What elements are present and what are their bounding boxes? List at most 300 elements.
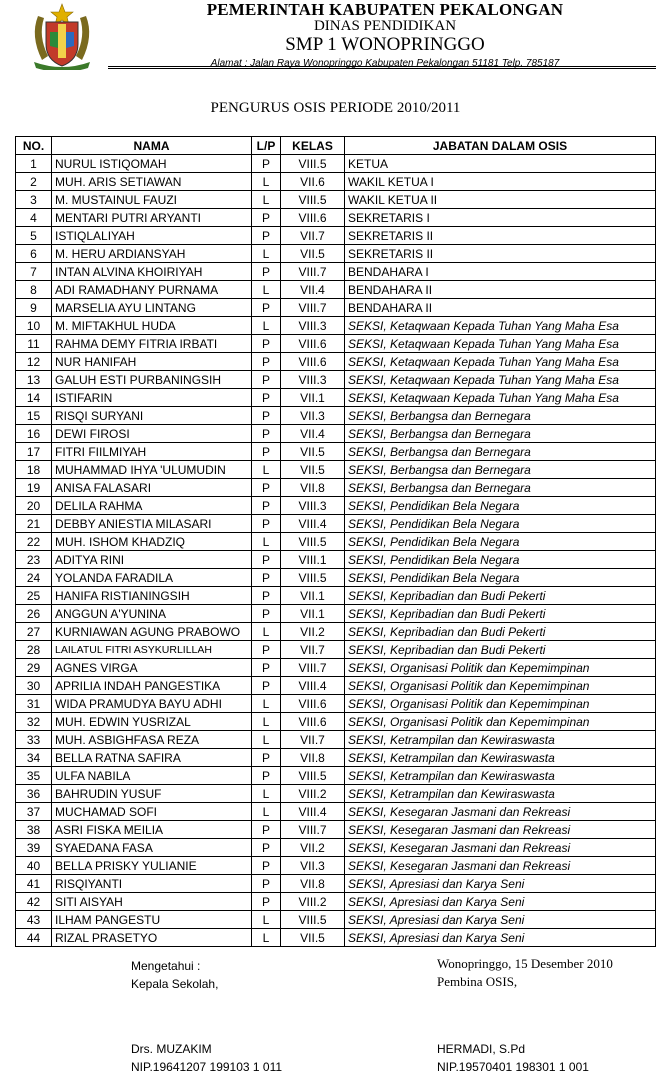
cell-no: 17: [16, 443, 52, 461]
cell-no: 3: [16, 191, 52, 209]
cell-position: [345, 425, 656, 443]
cell-name: RISQIYANTI: [52, 875, 252, 893]
position-section: Kesegaran Jasmani dan Rekreasi: [390, 840, 571, 855]
cell-class: VII.6: [281, 173, 345, 191]
table-row: [16, 767, 656, 785]
position-prefix: SEKSI,: [348, 732, 391, 747]
table-row: [16, 281, 656, 299]
cell-name: INTAN ALVINA KHOIRIYAH: [52, 263, 252, 281]
advisor-nip: NIP.19570401 198301 1 001: [437, 1060, 589, 1074]
cell-sex: L: [252, 533, 281, 551]
cell-class: VII.8: [281, 875, 345, 893]
position-prefix: SEKSI,: [348, 678, 391, 693]
cell-name: SYAEDANA FASA: [52, 839, 252, 857]
cell-no: 40: [16, 857, 52, 875]
position-section: Kesegaran Jasmani dan Rekreasi: [390, 804, 571, 819]
cell-no: 15: [16, 407, 52, 425]
table-row: [16, 749, 656, 767]
cell-name: ASRI FISKA MEILIA: [52, 821, 252, 839]
cell-class: VIII.4: [281, 515, 345, 533]
column-header-position: JABATAN DALAM OSIS: [345, 137, 656, 155]
cell-sex: L: [252, 803, 281, 821]
cell-no: 24: [16, 569, 52, 587]
cell-class: VIII.2: [281, 893, 345, 911]
position-prefix: SEKSI,: [348, 696, 391, 711]
cell-position: [345, 659, 656, 677]
cell-class: VIII.5: [281, 569, 345, 587]
cell-class: VIII.7: [281, 299, 345, 317]
cell-position: [345, 317, 656, 335]
cell-no: 21: [16, 515, 52, 533]
position-section: Ketrampilan dan Kewiraswasta: [390, 786, 555, 801]
cell-class: VIII.7: [281, 659, 345, 677]
cell-sex: P: [252, 227, 281, 245]
cell-name: KURNIAWAN AGUNG PRABOWO: [52, 623, 252, 641]
table-row: [16, 551, 656, 569]
cell-name: MENTARI PUTRI ARYANTI: [52, 209, 252, 227]
cell-no: 26: [16, 605, 52, 623]
position-prefix: SEKSI,: [348, 642, 391, 657]
headmaster-name-block: [131, 1040, 282, 1076]
cell-no: 25: [16, 587, 52, 605]
cell-position: [345, 767, 656, 785]
position-section: Organisasi Politik dan Kepemimpinan: [390, 696, 590, 711]
table-row: [16, 911, 656, 929]
cell-sex: P: [252, 299, 281, 317]
cell-no: 37: [16, 803, 52, 821]
cell-class: VII.7: [281, 731, 345, 749]
cell-sex: P: [252, 353, 281, 371]
cell-name: DELILA RAHMA: [52, 497, 252, 515]
cell-position: SEKRETARIS I: [345, 209, 656, 227]
cell-position: KETUA: [345, 155, 656, 173]
cell-no: 29: [16, 659, 52, 677]
cell-name: FITRI FIILMIYAH: [52, 443, 252, 461]
table-row: [16, 425, 656, 443]
cell-name: RAHMA DEMY FITRIA IRBATI: [52, 335, 252, 353]
cell-position: [345, 911, 656, 929]
cell-sex: P: [252, 155, 281, 173]
cell-name: ISTIQLALIYAH: [52, 227, 252, 245]
position-section: Kepribadian dan Budi Pekerti: [390, 588, 546, 603]
cell-position: [345, 605, 656, 623]
cell-no: 4: [16, 209, 52, 227]
table-row: [16, 659, 656, 677]
position-section: Ketrampilan dan Kewiraswasta: [390, 768, 555, 783]
cell-sex: P: [252, 875, 281, 893]
cell-class: VIII.6: [281, 209, 345, 227]
cell-position: [345, 731, 656, 749]
table-row: [16, 227, 656, 245]
cell-sex: P: [252, 263, 281, 281]
position-section: Apresiasi dan Karya Seni: [389, 876, 525, 891]
osis-roster-table: [15, 136, 656, 947]
position-section: Pendidikan Bela Negara: [390, 516, 520, 531]
cell-name: BELLA PRISKY YULIANIE: [52, 857, 252, 875]
table-row: [16, 497, 656, 515]
cell-no: 18: [16, 461, 52, 479]
position-prefix: SEKSI,: [348, 318, 391, 333]
cell-sex: P: [252, 209, 281, 227]
acknowledged-label: Mengetahui :: [131, 959, 201, 973]
cell-sex: L: [252, 695, 281, 713]
cell-no: 34: [16, 749, 52, 767]
cell-no: 19: [16, 479, 52, 497]
cell-name: DEBBY ANIESTIA MILASARI: [52, 515, 252, 533]
table-row: [16, 245, 656, 263]
cell-class: VIII.6: [281, 695, 345, 713]
cell-name: ANGGUN A'YUNINA: [52, 605, 252, 623]
cell-no: 9: [16, 299, 52, 317]
table-row: [16, 857, 656, 875]
cell-position: [345, 587, 656, 605]
cell-sex: P: [252, 677, 281, 695]
cell-name: APRILIA INDAH PANGESTIKA: [52, 677, 252, 695]
advisor-name-block: [437, 1040, 589, 1076]
letterhead-rule: [108, 66, 656, 67]
position-section: Berbangsa dan Bernegara: [390, 480, 531, 495]
cell-position: [345, 353, 656, 371]
cell-position: SEKRETARIS II: [345, 227, 656, 245]
cell-no: 43: [16, 911, 52, 929]
column-header-no: NO.: [16, 137, 52, 155]
cell-class: VII.2: [281, 839, 345, 857]
position-section: Pendidikan Bela Negara: [390, 552, 520, 567]
cell-class: VIII.1: [281, 551, 345, 569]
cell-sex: P: [252, 371, 281, 389]
cell-position: [345, 407, 656, 425]
table-row: [16, 317, 656, 335]
position-section: Berbangsa dan Bernegara: [390, 444, 531, 459]
position-section: Kepribadian dan Budi Pekerti: [390, 606, 546, 621]
cell-position: BENDAHARA II: [345, 299, 656, 317]
position-prefix: SEKSI,: [348, 588, 391, 603]
cell-sex: L: [252, 317, 281, 335]
cell-no: 2: [16, 173, 52, 191]
cell-position: SEKRETARIS II: [345, 245, 656, 263]
position-prefix: SEKSI,: [348, 768, 391, 783]
position-section: Ketaqwaan Kepada Tuhan Yang Maha Esa: [390, 372, 619, 387]
position-section: Berbangsa dan Bernegara: [390, 408, 531, 423]
table-row: [16, 407, 656, 425]
position-prefix: SEKSI,: [348, 660, 391, 675]
cell-position: [345, 677, 656, 695]
cell-sex: P: [252, 605, 281, 623]
cell-sex: P: [252, 479, 281, 497]
column-header-name: NAMA: [52, 137, 252, 155]
cell-position: [345, 623, 656, 641]
position-section: Apresiasi dan Karya Seni: [389, 894, 525, 909]
position-prefix: SEKSI,: [348, 498, 391, 513]
cell-position: [345, 821, 656, 839]
letterhead: [0, 0, 671, 72]
position-prefix: SEKSI,: [348, 840, 391, 855]
cell-sex: P: [252, 641, 281, 659]
cell-no: 20: [16, 497, 52, 515]
position-prefix: SEKSI,: [348, 912, 390, 927]
advisor-signature-block: [437, 955, 613, 991]
table-row: [16, 299, 656, 317]
cell-class: VII.5: [281, 461, 345, 479]
cell-class: VIII.5: [281, 767, 345, 785]
cell-class: VIII.5: [281, 911, 345, 929]
table-row: [16, 389, 656, 407]
cell-sex: L: [252, 785, 281, 803]
cell-class: VIII.7: [281, 263, 345, 281]
cell-class: VIII.3: [281, 497, 345, 515]
cell-no: 8: [16, 281, 52, 299]
cell-name: YOLANDA FARADILA: [52, 569, 252, 587]
cell-sex: P: [252, 749, 281, 767]
cell-class: VII.5: [281, 929, 345, 947]
table-row: [16, 173, 656, 191]
cell-sex: L: [252, 731, 281, 749]
position-prefix: SEKSI,: [348, 822, 391, 837]
cell-no: 42: [16, 893, 52, 911]
cell-position: WAKIL KETUA II: [345, 191, 656, 209]
table-row: [16, 371, 656, 389]
table-row: [16, 155, 656, 173]
cell-position: BENDAHARA II: [345, 281, 656, 299]
cell-position: [345, 695, 656, 713]
cell-position: [345, 749, 656, 767]
position-prefix: SEKSI,: [348, 786, 391, 801]
cell-sex: L: [252, 281, 281, 299]
cell-position: [345, 335, 656, 353]
position-section: Ketrampilan dan Kewiraswasta: [390, 750, 555, 765]
cell-no: 16: [16, 425, 52, 443]
cell-sex: P: [252, 515, 281, 533]
table-row: [16, 713, 656, 731]
position-section: Ketaqwaan Kepada Tuhan Yang Maha Esa: [390, 354, 619, 369]
cell-position: [345, 857, 656, 875]
cell-no: 12: [16, 353, 52, 371]
table-row: [16, 875, 656, 893]
cell-no: 27: [16, 623, 52, 641]
cell-no: 31: [16, 695, 52, 713]
cell-no: 33: [16, 731, 52, 749]
cell-position: [345, 515, 656, 533]
cell-no: 6: [16, 245, 52, 263]
table-row: [16, 785, 656, 803]
cell-name: LAILATUL FITRI ASYKURLILLAH: [52, 641, 252, 659]
cell-class: VIII.5: [281, 533, 345, 551]
position-section: Pendidikan Bela Negara: [390, 498, 520, 513]
headmaster-signature-block: [131, 957, 218, 993]
cell-name: WIDA PRAMUDYA BAYU ADHI: [52, 695, 252, 713]
cell-no: 23: [16, 551, 52, 569]
cell-position: [345, 497, 656, 515]
cell-no: 38: [16, 821, 52, 839]
cell-class: VII.4: [281, 425, 345, 443]
position-section: Organisasi Politik dan Kepemimpinan: [390, 714, 590, 729]
cell-sex: P: [252, 497, 281, 515]
cell-no: 35: [16, 767, 52, 785]
cell-name: ANISA FALASARI: [52, 479, 252, 497]
cell-position: [345, 713, 656, 731]
cell-class: VII.1: [281, 605, 345, 623]
cell-name: MUH. ASBIGHFASA REZA: [52, 731, 252, 749]
cell-sex: P: [252, 551, 281, 569]
position-section: Kesegaran Jasmani dan Rekreasi: [390, 822, 571, 837]
column-header-class: KELAS: [281, 137, 345, 155]
position-section: Organisasi Politik dan Kepemimpinan: [390, 678, 590, 693]
position-prefix: SEKSI,: [348, 804, 391, 819]
table-row: [16, 191, 656, 209]
cell-name: AGNES VIRGA: [52, 659, 252, 677]
cell-name: M. MUSTAINUL FAUZI: [52, 191, 252, 209]
position-section: Pendidikan Bela Negara: [390, 570, 520, 585]
cell-class: VIII.4: [281, 677, 345, 695]
cell-name: BELLA RATNA SAFIRA: [52, 749, 252, 767]
cell-no: 7: [16, 263, 52, 281]
position-prefix: SEKSI,: [348, 750, 391, 765]
position-prefix: SEKSI,: [348, 534, 391, 549]
cell-class: VIII.7: [281, 821, 345, 839]
table-row: [16, 533, 656, 551]
cell-class: VII.5: [281, 245, 345, 263]
position-section: Ketaqwaan Kepada Tuhan Yang Maha Esa: [390, 336, 619, 351]
cell-name: MUHAMMAD IHYA 'ULUMUDIN: [52, 461, 252, 479]
cell-name: BAHRUDIN YUSUF: [52, 785, 252, 803]
cell-no: 41: [16, 875, 52, 893]
document-title: PENGURUS OSIS PERIODE 2010/2011: [210, 100, 461, 116]
cell-position: [345, 533, 656, 551]
cell-position: BENDAHARA I: [345, 263, 656, 281]
table-row: [16, 695, 656, 713]
column-header-sex: L/P: [252, 137, 281, 155]
cell-no: 14: [16, 389, 52, 407]
position-section: Berbangsa dan Bernegara: [390, 462, 531, 477]
cell-no: 11: [16, 335, 52, 353]
cell-class: VIII.6: [281, 353, 345, 371]
cell-name: GALUH ESTI PURBANINGSIH: [52, 371, 252, 389]
cell-sex: L: [252, 245, 281, 263]
position-prefix: SEKSI,: [348, 408, 391, 423]
cell-no: 22: [16, 533, 52, 551]
cell-sex: P: [252, 659, 281, 677]
advisor-name: HERMADI, S.Pd: [437, 1042, 526, 1056]
cell-sex: P: [252, 335, 281, 353]
cell-sex: L: [252, 713, 281, 731]
cell-sex: P: [252, 569, 281, 587]
cell-position: [345, 785, 656, 803]
cell-sex: L: [252, 929, 281, 947]
position-prefix: SEKSI,: [348, 714, 391, 729]
position-prefix: SEKSI,: [348, 894, 390, 909]
cell-sex: P: [252, 425, 281, 443]
cell-class: VII.1: [281, 587, 345, 605]
position-section: Pendidikan Bela Negara: [390, 534, 520, 549]
cell-class: VIII.6: [281, 713, 345, 731]
cell-name: MUH. ARIS SETIAWAN: [52, 173, 252, 191]
cell-name: DEWI FIROSI: [52, 425, 252, 443]
cell-sex: P: [252, 767, 281, 785]
cell-sex: L: [252, 461, 281, 479]
position-section: Ketaqwaan Kepada Tuhan Yang Maha Esa: [390, 318, 619, 333]
cell-position: [345, 839, 656, 857]
position-prefix: SEKSI,: [348, 570, 391, 585]
cell-sex: P: [252, 839, 281, 857]
table-row: [16, 335, 656, 353]
cell-no: 13: [16, 371, 52, 389]
cell-class: VIII.3: [281, 317, 345, 335]
table-row: [16, 569, 656, 587]
cell-no: 44: [16, 929, 52, 947]
table-row: [16, 803, 656, 821]
position-section: Berbangsa dan Bernegara: [390, 426, 531, 441]
table-row: [16, 641, 656, 659]
cell-class: VII.4: [281, 281, 345, 299]
position-prefix: SEKSI,: [348, 624, 391, 639]
cell-sex: P: [252, 407, 281, 425]
cell-name: M. HERU ARDIANSYAH: [52, 245, 252, 263]
position-section: Kepribadian dan Budi Pekerti: [390, 642, 546, 657]
cell-class: VII.8: [281, 749, 345, 767]
cell-sex: P: [252, 821, 281, 839]
letterhead-rule: [108, 68, 656, 69]
table-row: [16, 605, 656, 623]
table-row: [16, 443, 656, 461]
table-row: [16, 515, 656, 533]
cell-name: SITI AISYAH: [52, 893, 252, 911]
table-row: [16, 209, 656, 227]
cell-no: 39: [16, 839, 52, 857]
cell-no: 30: [16, 677, 52, 695]
cell-name: NUR HANIFAH: [52, 353, 252, 371]
cell-name: HANIFA RISTIANINGSIH: [52, 587, 252, 605]
cell-name: MARSELIA AYU LINTANG: [52, 299, 252, 317]
cell-sex: L: [252, 173, 281, 191]
cell-name: ADITYA RINI: [52, 551, 252, 569]
school-address: Alamat : Jalan Raya Wonopringgo Kabupaten Pekalongan 51181 Telp. 785187: [210, 58, 560, 69]
government-name: PEMERINTAH KABUPATEN PEKALONGAN: [206, 0, 564, 19]
headmaster-nip: NIP.19641207 199103 1 011: [131, 1060, 283, 1074]
table-row: [16, 461, 656, 479]
cell-class: VII.3: [281, 407, 345, 425]
cell-no: 32: [16, 713, 52, 731]
table-row: [16, 479, 656, 497]
cell-position: [345, 551, 656, 569]
cell-name: NURUL ISTIQOMAH: [52, 155, 252, 173]
cell-class: VIII.4: [281, 803, 345, 821]
position-section: Kepribadian dan Budi Pekerti: [390, 624, 546, 639]
cell-no: 36: [16, 785, 52, 803]
table-row: [16, 677, 656, 695]
cell-class: VII.1: [281, 389, 345, 407]
position-prefix: SEKSI,: [348, 354, 391, 369]
position-prefix: SEKSI,: [348, 390, 391, 405]
cell-class: VIII.3: [281, 371, 345, 389]
position-prefix: SEKSI,: [348, 426, 391, 441]
position-prefix: SEKSI,: [348, 480, 391, 495]
cell-no: 28: [16, 641, 52, 659]
position-prefix: SEKSI,: [348, 606, 391, 621]
cell-class: VIII.5: [281, 191, 345, 209]
cell-sex: P: [252, 893, 281, 911]
position-prefix: SEKSI,: [348, 516, 391, 531]
advisor-title: Pembina OSIS,: [437, 974, 518, 989]
position-section: Organisasi Politik dan Kepemimpinan: [390, 660, 590, 675]
cell-name: ILHAM PANGESTU: [52, 911, 252, 929]
cell-name: MUH. EDWIN YUSRIZAL: [52, 713, 252, 731]
table-row: [16, 731, 656, 749]
cell-class: VIII.6: [281, 335, 345, 353]
position-section: Kesegaran Jasmani dan Rekreasi: [390, 858, 571, 873]
cell-name: RIZAL PRASETYO: [52, 929, 252, 947]
cell-name: MUCHAMAD SOFI: [52, 803, 252, 821]
cell-position: [345, 389, 656, 407]
